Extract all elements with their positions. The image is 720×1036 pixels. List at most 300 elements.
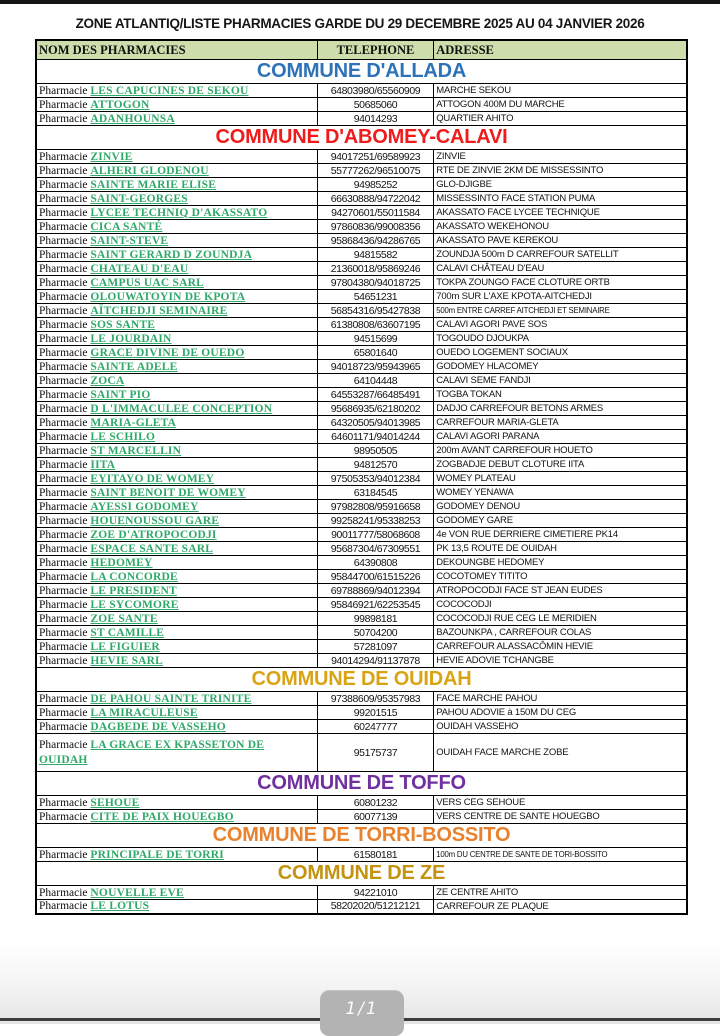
pharmacy-name-prefix: Pharmacie xyxy=(39,346,88,359)
pharmacy-name-cell xyxy=(36,164,317,178)
pharmacy-row xyxy=(36,150,687,164)
pharmacy-address-cell: ZOGBADJE DEBUT CLOTURE IITA xyxy=(434,458,687,472)
pharmacy-name-cell xyxy=(36,692,317,706)
pharmacy-address-cell: BAZOUNKPA , CARREFOUR COLAS xyxy=(434,626,687,640)
pharmacy-address-cell: ZE CENTRE AHITO xyxy=(434,886,687,900)
commune-section-header xyxy=(36,126,687,150)
pharmacy-name: SAINTE ADELE xyxy=(90,360,178,373)
pharmacy-name-prefix: Pharmacie xyxy=(39,886,88,899)
pharmacy-phone-cell: 64390808 xyxy=(317,556,434,570)
pharmacy-address-cell: CALAVI AGORI PARANA xyxy=(434,430,687,444)
pharmacy-row xyxy=(36,472,687,486)
pharmacy-name-prefix: Pharmacie xyxy=(39,720,88,733)
commune-section-header xyxy=(36,668,687,692)
pharmacy-name-prefix: Pharmacie xyxy=(39,150,88,163)
pharmacy-phone-cell: 61580181 xyxy=(317,848,434,862)
pharmacy-address-cell: GODOMEY DENOU xyxy=(434,500,687,514)
pharmacy-row xyxy=(36,654,687,668)
pharmacy-phone-cell: 97505353/94012384 xyxy=(317,472,434,486)
pharmacy-phone-cell: 50685060 xyxy=(317,98,434,112)
pharmacy-name: D L'IMMACULEE CONCEPTION xyxy=(90,402,273,415)
pharmacy-row xyxy=(36,276,687,290)
pharmacy-address-cell: GODOMEY HLACOMEY xyxy=(434,360,687,374)
pharmacy-row xyxy=(36,900,687,914)
pharmacy-row xyxy=(36,346,687,360)
table-body xyxy=(36,60,687,914)
pharmacy-name-cell xyxy=(36,402,317,416)
pharmacy-name-prefix: Pharmacie xyxy=(39,234,88,247)
pharmacy-phone-cell: 54651231 xyxy=(317,290,434,304)
pharmacy-phone-cell: 64803980/65560909 xyxy=(317,84,434,98)
pharmacy-address-cell: AKASSATO PAVE KEREKOU xyxy=(434,234,687,248)
pharmacy-name-cell xyxy=(36,206,317,220)
top-edge-bar xyxy=(0,0,720,4)
pharmacy-name-cell xyxy=(36,640,317,654)
pharmacy-row xyxy=(36,164,687,178)
pharmacy-name-prefix: Pharmacie xyxy=(39,458,88,471)
pharmacy-phone-cell: 58202020/51212121 xyxy=(317,900,434,914)
pharmacy-address-cell: CARREFOUR MARIA-GLETA xyxy=(434,416,687,430)
pharmacy-row xyxy=(36,98,687,112)
commune-section-header xyxy=(36,862,687,886)
pharmacy-name-cell xyxy=(36,514,317,528)
pharmacy-name-prefix: Pharmacie xyxy=(39,290,88,303)
pharmacy-address-cell: WOMEY PLATEAU xyxy=(434,472,687,486)
pharmacy-name: DAGBEDE DE VASSEHO xyxy=(90,720,226,733)
pharmacy-phone-cell: 95868436/94286765 xyxy=(317,234,434,248)
commune-section-header xyxy=(36,60,687,84)
pharmacy-row xyxy=(36,486,687,500)
pharmacy-address-cell: DADJO CARREFOUR BETONS ARMES xyxy=(434,402,687,416)
pharmacy-name-cell xyxy=(36,810,317,824)
pharmacy-phone-cell: 95846921/62253545 xyxy=(317,598,434,612)
pharmacy-name-prefix: Pharmacie xyxy=(39,112,88,125)
pharmacy-address-cell: AKASSATO FACE LYCEE TECHNIQUE xyxy=(434,206,687,220)
pharmacy-name: SAINT GERARD D ZOUNDJA xyxy=(90,248,253,261)
pharmacy-phone-cell: 99201515 xyxy=(317,706,434,720)
pharmacy-name-prefix: Pharmacie xyxy=(39,402,88,415)
pharmacy-address-cell: GLO-DJIGBE xyxy=(434,178,687,192)
pharmacy-address-cell: WOMEY YENAWA xyxy=(434,486,687,500)
pharmacy-name-prefix: Pharmacie xyxy=(39,84,88,97)
pharmacy-name: DE PAHOU SAINTE TRINITE xyxy=(90,692,252,705)
pharmacy-address-cell: PK 13,5 ROUTE DE OUIDAH xyxy=(434,542,687,556)
pharmacy-name: LA MIRACULEUSE xyxy=(90,706,198,719)
pharmacy-address-cell: COCOTOMEY TITITO xyxy=(434,570,687,584)
commune-section-label: COMMUNE DE TOFFO xyxy=(36,772,687,796)
pharmacy-phone-cell: 95686935/62180202 xyxy=(317,402,434,416)
pharmacy-name-prefix: Pharmacie xyxy=(39,276,88,289)
pharmacy-phone-cell: 94270601/55011584 xyxy=(317,206,434,220)
pharmacy-name-prefix: Pharmacie xyxy=(39,570,88,583)
pharmacy-name-cell xyxy=(36,178,317,192)
pharmacy-name-cell xyxy=(36,654,317,668)
pharmacy-name: PRINCIPALE DE TORRI xyxy=(90,848,224,861)
pharmacy-address-cell: COCOCODJI xyxy=(434,598,687,612)
pharmacy-name-prefix: Pharmacie xyxy=(39,796,88,809)
pharmacy-phone-cell: 94985252 xyxy=(317,178,434,192)
pharmacy-row xyxy=(36,220,687,234)
pharmacy-name-prefix: Pharmacie xyxy=(39,332,88,345)
pharmacy-name-prefix: Pharmacie xyxy=(39,304,88,317)
pharmacy-row xyxy=(36,374,687,388)
pharmacy-address-cell: 700m SUR L'AXE KPOTA-AITCHEDJI xyxy=(434,290,687,304)
pharmacy-name-cell xyxy=(36,84,317,98)
pharmacy-row xyxy=(36,178,687,192)
pharmacy-row xyxy=(36,542,687,556)
pharmacy-row xyxy=(36,192,687,206)
pharmacy-address-cell: TOGOUDO DJOUKPA xyxy=(434,332,687,346)
pharmacy-row xyxy=(36,612,687,626)
commune-section-label: COMMUNE D'ALLADA xyxy=(36,60,687,84)
pharmacy-row xyxy=(36,112,687,126)
pharmacy-phone-cell: 97982808/95916658 xyxy=(317,500,434,514)
pharmacy-address-cell: COCOCODJI RUE CEG LE MERIDIEN xyxy=(434,612,687,626)
pharmacy-name-prefix: Pharmacie xyxy=(39,98,88,111)
pharmacy-phone-cell: 64601171/94014244 xyxy=(317,430,434,444)
pharmacy-row xyxy=(36,810,687,824)
pharmacy-name: ST CAMILLE xyxy=(90,626,165,639)
pharmacy-name: ESPACE SANTE SARL xyxy=(90,542,214,555)
pharmacy-row xyxy=(36,318,687,332)
pharmacy-name: LA GRACE EX KPASSETON DE OUIDAH xyxy=(39,739,265,766)
pharmacy-name-prefix: Pharmacie xyxy=(39,626,88,639)
pharmacy-name-cell xyxy=(36,150,317,164)
pharmacy-name: ZOE SANTE xyxy=(90,612,158,625)
pharmacy-name-cell xyxy=(36,430,317,444)
pharmacy-name: SAINT BENOIT DE WOMEY xyxy=(90,486,246,499)
pharmacy-row xyxy=(36,598,687,612)
pharmacy-row xyxy=(36,430,687,444)
pharmacy-name-prefix: Pharmacie xyxy=(39,612,88,625)
pharmacy-name-cell xyxy=(36,262,317,276)
pharmacy-phone-cell: 94221010 xyxy=(317,886,434,900)
pharmacy-address-cell: CARREFOUR ALASSACÔMIN HEVIE xyxy=(434,640,687,654)
pharmacy-name-cell xyxy=(36,706,317,720)
pharmacy-name-prefix: Pharmacie xyxy=(39,178,88,191)
pharmacy-name-cell xyxy=(36,248,317,262)
pharmacy-name: EYITAYO DE WOMEY xyxy=(90,472,215,485)
pharmacy-name: SAINT-GEORGES xyxy=(90,192,188,205)
pharmacy-address-cell: VERS CENTRE DE SANTE HOUEGBO xyxy=(434,810,687,824)
pharmacy-address-cell: ZINVIE xyxy=(434,150,687,164)
pharmacy-row xyxy=(36,206,687,220)
pharmacy-name-cell xyxy=(36,234,317,248)
pharmacy-row xyxy=(36,528,687,542)
pharmacy-name: ZOCA xyxy=(90,374,125,387)
pharmacy-row xyxy=(36,290,687,304)
pharmacy-name: LES CAPUCINES DE SEKOU xyxy=(90,84,249,97)
pharmacy-table xyxy=(35,39,688,915)
pharmacy-address-cell: 500m ENTRE CARREF AITCHEDJI ET SEMINAIRE xyxy=(434,304,687,318)
pharmacy-address-cell: FACE MARCHE PAHOU xyxy=(434,692,687,706)
pharmacy-row xyxy=(36,360,687,374)
pharmacy-name: CITE DE PAIX HOUEGBO xyxy=(90,810,234,823)
pharmacy-phone-cell: 65801640 xyxy=(317,346,434,360)
pharmacy-name: ATTOGON xyxy=(90,98,150,111)
pharmacy-address-cell: MISSESSINTO FACE STATION PUMA xyxy=(434,192,687,206)
pharmacy-name-cell xyxy=(36,416,317,430)
pharmacy-name: CICA SANTÉ xyxy=(90,220,163,233)
pharmacy-phone-cell: 61380808/63607195 xyxy=(317,318,434,332)
commune-section-label: COMMUNE DE TORRI-BOSSITO xyxy=(36,824,687,848)
column-header-phone: TELEPHONE xyxy=(317,40,434,60)
pharmacy-row xyxy=(36,500,687,514)
pharmacy-address-cell: CARREFOUR ZE PLAQUE xyxy=(434,900,687,914)
pharmacy-phone-cell: 97860836/99008356 xyxy=(317,220,434,234)
pharmacy-name-cell xyxy=(36,598,317,612)
pharmacy-phone-cell: 97388609/95357983 xyxy=(317,692,434,706)
pharmacy-name: HEDOMEY xyxy=(90,556,153,569)
pharmacy-name: SAINT-STEVE xyxy=(90,234,169,247)
pharmacy-name-prefix: Pharmacie xyxy=(39,192,88,205)
pharmacy-name-cell xyxy=(36,584,317,598)
pharmacy-address-cell: PAHOU ADOVIE à 150M DU CEG xyxy=(434,706,687,720)
pharmacy-address-cell: ATROPOCODJI FACE ST JEAN EUDES xyxy=(434,584,687,598)
pharmacy-address-cell: 200m AVANT CARREFOUR HOUETO xyxy=(434,444,687,458)
pharmacy-address-cell: MARCHE SEKOU xyxy=(434,84,687,98)
pharmacy-name: SOS SANTE xyxy=(90,318,156,331)
pharmacy-phone-cell: 21360018/95869246 xyxy=(317,262,434,276)
commune-section-label: COMMUNE DE ZE xyxy=(36,862,687,886)
pharmacy-phone-cell: 94014293 xyxy=(317,112,434,126)
pharmacy-phone-cell: 97804380/94018725 xyxy=(317,276,434,290)
pharmacy-address-cell: GODOMEY GARE xyxy=(434,514,687,528)
pharmacy-name: CHATEAU D'EAU xyxy=(90,262,189,275)
pharmacy-name: NOUVELLE EVE xyxy=(90,886,184,899)
pharmacy-name-prefix: Pharmacie xyxy=(39,848,88,861)
pharmacy-name-prefix: Pharmacie xyxy=(39,514,88,527)
pharmacy-name-cell xyxy=(36,98,317,112)
pharmacy-name-cell xyxy=(36,886,317,900)
pharmacy-phone-cell: 99898181 xyxy=(317,612,434,626)
pharmacy-name-prefix: Pharmacie xyxy=(39,556,88,569)
pharmacy-phone-cell: 60801232 xyxy=(317,796,434,810)
commune-section-label: COMMUNE D'ABOMEY-CALAVI xyxy=(36,126,687,150)
pharmacy-name-cell xyxy=(36,304,317,318)
pharmacy-row xyxy=(36,514,687,528)
pharmacy-name-cell xyxy=(36,720,317,734)
pharmacy-phone-cell: 95175737 xyxy=(317,734,434,772)
pharmacy-address-cell: OUIDAH FACE MARCHE ZOBE xyxy=(434,734,687,772)
pharmacy-name-cell xyxy=(36,900,317,914)
table-header-row xyxy=(36,40,687,60)
pharmacy-row xyxy=(36,706,687,720)
pharmacy-row xyxy=(36,734,687,772)
pharmacy-address-cell: VERS CEG SEHOUE xyxy=(434,796,687,810)
pharmacy-name-prefix: Pharmacie xyxy=(39,739,88,752)
pharmacy-name: LA CONCORDE xyxy=(90,570,178,583)
pharmacy-row xyxy=(36,388,687,402)
pharmacy-name-prefix: Pharmacie xyxy=(39,500,88,513)
commune-section-header xyxy=(36,772,687,796)
pharmacy-phone-cell: 60077139 xyxy=(317,810,434,824)
pharmacy-name: SAINT PIO xyxy=(90,388,151,401)
pharmacy-phone-cell: 56854316/95427838 xyxy=(317,304,434,318)
pharmacy-name-cell xyxy=(36,500,317,514)
pharmacy-name-prefix: Pharmacie xyxy=(39,706,88,719)
pharmacy-phone-cell: 94812570 xyxy=(317,458,434,472)
pharmacy-address-cell: CALAVI AGORI PAVE SOS xyxy=(434,318,687,332)
pharmacy-name-prefix: Pharmacie xyxy=(39,388,88,401)
pharmacy-name: LE JOURDAIN xyxy=(90,332,172,345)
pharmacy-address-cell: CALAVI CHÂTEAU D'EAU xyxy=(434,262,687,276)
pharmacy-row xyxy=(36,416,687,430)
document-title: ZONE ATLANTIQ/LISTE PHARMACIES GARDE DU 29 DECEMBRE 2025 AU 04 JANVIER 2026 xyxy=(75,16,645,31)
pharmacy-row xyxy=(36,402,687,416)
pharmacy-name-prefix: Pharmacie xyxy=(39,430,88,443)
pharmacy-name: LE SCHILO xyxy=(90,430,156,443)
pharmacy-name-cell xyxy=(36,346,317,360)
pharmacy-name-prefix: Pharmacie xyxy=(39,318,88,331)
pharmacy-row xyxy=(36,556,687,570)
pharmacy-name: ZINVIE xyxy=(90,150,133,163)
pharmacy-name-cell xyxy=(36,570,317,584)
pharmacy-name: SEHOUE xyxy=(90,796,140,809)
pharmacy-address-cell: TOKPA ZOUNGO FACE CLOTURE ORTB xyxy=(434,276,687,290)
pharmacy-name-prefix: Pharmacie xyxy=(39,164,88,177)
pharmacy-row xyxy=(36,332,687,346)
pharmacy-name-cell xyxy=(36,192,317,206)
pharmacy-name-prefix: Pharmacie xyxy=(39,374,88,387)
pharmacy-address-cell: RTE DE ZINVIE 2KM DE MISSESSINTO xyxy=(434,164,687,178)
pharmacy-phone-cell: 64320505/94013985 xyxy=(317,416,434,430)
pharmacy-address-cell: ZOUNDJA 500m D CARREFOUR SATELLIT xyxy=(434,248,687,262)
pharmacy-name-cell xyxy=(36,612,317,626)
pharmacy-name-prefix: Pharmacie xyxy=(39,584,88,597)
pharmacy-phone-cell: 60247777 xyxy=(317,720,434,734)
pharmacy-name-cell xyxy=(36,472,317,486)
pharmacy-address-cell: QUARTIER AHITO xyxy=(434,112,687,126)
pharmacy-name-prefix: Pharmacie xyxy=(39,444,88,457)
pharmacy-name-prefix: Pharmacie xyxy=(39,360,88,373)
pharmacy-phone-cell: 90011777/58068608 xyxy=(317,528,434,542)
commune-section-header xyxy=(36,824,687,848)
pharmacy-phone-cell: 94018723/95943965 xyxy=(317,360,434,374)
pharmacy-phone-cell: 98950505 xyxy=(317,444,434,458)
pharmacy-phone-cell: 94515699 xyxy=(317,332,434,346)
pharmacy-row xyxy=(36,304,687,318)
pharmacy-name-cell xyxy=(36,332,317,346)
pharmacy-name-cell xyxy=(36,458,317,472)
pharmacy-name: OLOUWATOYIN DE KPOTA xyxy=(90,290,246,303)
pharmacy-phone-cell: 64553287/66485491 xyxy=(317,388,434,402)
pharmacy-row xyxy=(36,848,687,862)
pharmacy-name-cell xyxy=(36,220,317,234)
column-header-name: NOM DES PHARMACIES xyxy=(36,40,317,60)
pharmacy-name: LE PRESIDENT xyxy=(90,584,177,597)
pharmacy-name-prefix: Pharmacie xyxy=(39,486,88,499)
pharmacy-row xyxy=(36,886,687,900)
pharmacy-name-cell xyxy=(36,112,317,126)
pharmacy-address-cell: TOGBA TOKAN xyxy=(434,388,687,402)
column-header-address: ADRESSE xyxy=(434,40,687,60)
pharmacy-name: GRACE DIVINE DE OUEDO xyxy=(90,346,245,359)
pharmacy-row xyxy=(36,796,687,810)
pharmacy-phone-cell: 94815582 xyxy=(317,248,434,262)
pharmacy-address-cell: OUIDAH VASSEHO xyxy=(434,720,687,734)
pharmacy-address-cell: 100m DU CENTRE DE SANTE DE TORI-BOSSITO xyxy=(434,848,687,862)
pharmacy-name-prefix: Pharmacie xyxy=(39,248,88,261)
pharmacy-name: ADANHOUNSA xyxy=(90,112,175,125)
pharmacy-address-cell: OUEDO LOGEMENT SOCIAUX xyxy=(434,346,687,360)
pharmacy-row xyxy=(36,262,687,276)
pharmacy-address-cell: CALAVI SEME FANDJI xyxy=(434,374,687,388)
pharmacy-name-cell xyxy=(36,276,317,290)
pharmacy-name: ST MARCELLIN xyxy=(90,444,182,457)
page-indicator-badge[interactable] xyxy=(320,990,404,1036)
pharmacy-name: LE SYCOMORE xyxy=(90,598,179,611)
pharmacy-row xyxy=(36,84,687,98)
pharmacy-address-cell: AKASSATO WEKEHONOU xyxy=(434,220,687,234)
pharmacy-phone-cell: 99258241/95338253 xyxy=(317,514,434,528)
pharmacy-name-cell xyxy=(36,318,317,332)
pharmacy-phone-cell: 66630888/94722042 xyxy=(317,192,434,206)
pharmacy-row xyxy=(36,234,687,248)
pharmacy-phone-cell: 69788869/94012394 xyxy=(317,584,434,598)
pharmacy-name: CAMPUS UAC SARL xyxy=(90,276,204,289)
pharmacy-name-prefix: Pharmacie xyxy=(39,640,88,653)
pharmacy-name-cell xyxy=(36,360,317,374)
pharmacy-name-prefix: Pharmacie xyxy=(39,654,88,667)
commune-section-label: COMMUNE DE OUIDAH xyxy=(36,668,687,692)
pharmacy-name-prefix: Pharmacie xyxy=(39,472,88,485)
pharmacy-name-prefix: Pharmacie xyxy=(39,692,88,705)
pharmacy-row xyxy=(36,570,687,584)
pharmacy-row xyxy=(36,720,687,734)
pharmacy-row xyxy=(36,458,687,472)
pharmacy-name: AÏTCHEDJI SEMINAIRE xyxy=(90,304,228,317)
pharmacy-name: SAINTE MARIE ELISE xyxy=(90,178,217,191)
pharmacy-name: LE FIGUIER xyxy=(90,640,160,653)
pharmacy-row xyxy=(36,584,687,598)
pharmacy-name: ALHERI GLODENOU xyxy=(90,164,209,177)
pharmacy-name-prefix: Pharmacie xyxy=(39,598,88,611)
pharmacy-name-cell xyxy=(36,528,317,542)
pharmacy-name: AYESSI GODOMEY xyxy=(90,500,199,513)
pharmacy-address-cell: HEVIE ADOVIE TCHANGBE xyxy=(434,654,687,668)
pharmacy-name-cell xyxy=(36,734,317,772)
pharmacy-name: HOUENOUSSOU GARE xyxy=(90,514,220,527)
pharmacy-name-cell xyxy=(36,626,317,640)
pharmacy-name: LYCEE TECHNIQ D'AKASSATO xyxy=(90,206,268,219)
pharmacy-name: IITA xyxy=(90,458,116,471)
pharmacy-name-cell xyxy=(36,542,317,556)
pharmacy-address-cell: DEKOUNGBE HEDOMEY xyxy=(434,556,687,570)
pharmacy-name-cell xyxy=(36,848,317,862)
pharmacy-name-cell xyxy=(36,374,317,388)
pharmacy-name-cell xyxy=(36,290,317,304)
pharmacy-row xyxy=(36,626,687,640)
pharmacy-phone-cell: 57281097 xyxy=(317,640,434,654)
pharmacy-name-cell xyxy=(36,388,317,402)
pharmacy-name-prefix: Pharmacie xyxy=(39,900,88,913)
pharmacy-row xyxy=(36,248,687,262)
pharmacy-name: LE LOTUS xyxy=(90,900,150,913)
pharmacy-name: MARIA-GLETA xyxy=(90,416,177,429)
pharmacy-phone-cell: 95844700/61515226 xyxy=(317,570,434,584)
pharmacy-row xyxy=(36,444,687,458)
pharmacy-row xyxy=(36,640,687,654)
pharmacy-name-cell xyxy=(36,444,317,458)
pharmacy-phone-cell: 95687304/67309551 xyxy=(317,542,434,556)
pharmacy-name-prefix: Pharmacie xyxy=(39,262,88,275)
pharmacy-phone-cell: 94017251/69589923 xyxy=(317,150,434,164)
pharmacy-address-cell: ATTOGON 400M DU MARCHE xyxy=(434,98,687,112)
pharmacy-name-prefix: Pharmacie xyxy=(39,810,88,823)
pharmacy-name-cell xyxy=(36,796,317,810)
pharmacy-name-prefix: Pharmacie xyxy=(39,542,88,555)
